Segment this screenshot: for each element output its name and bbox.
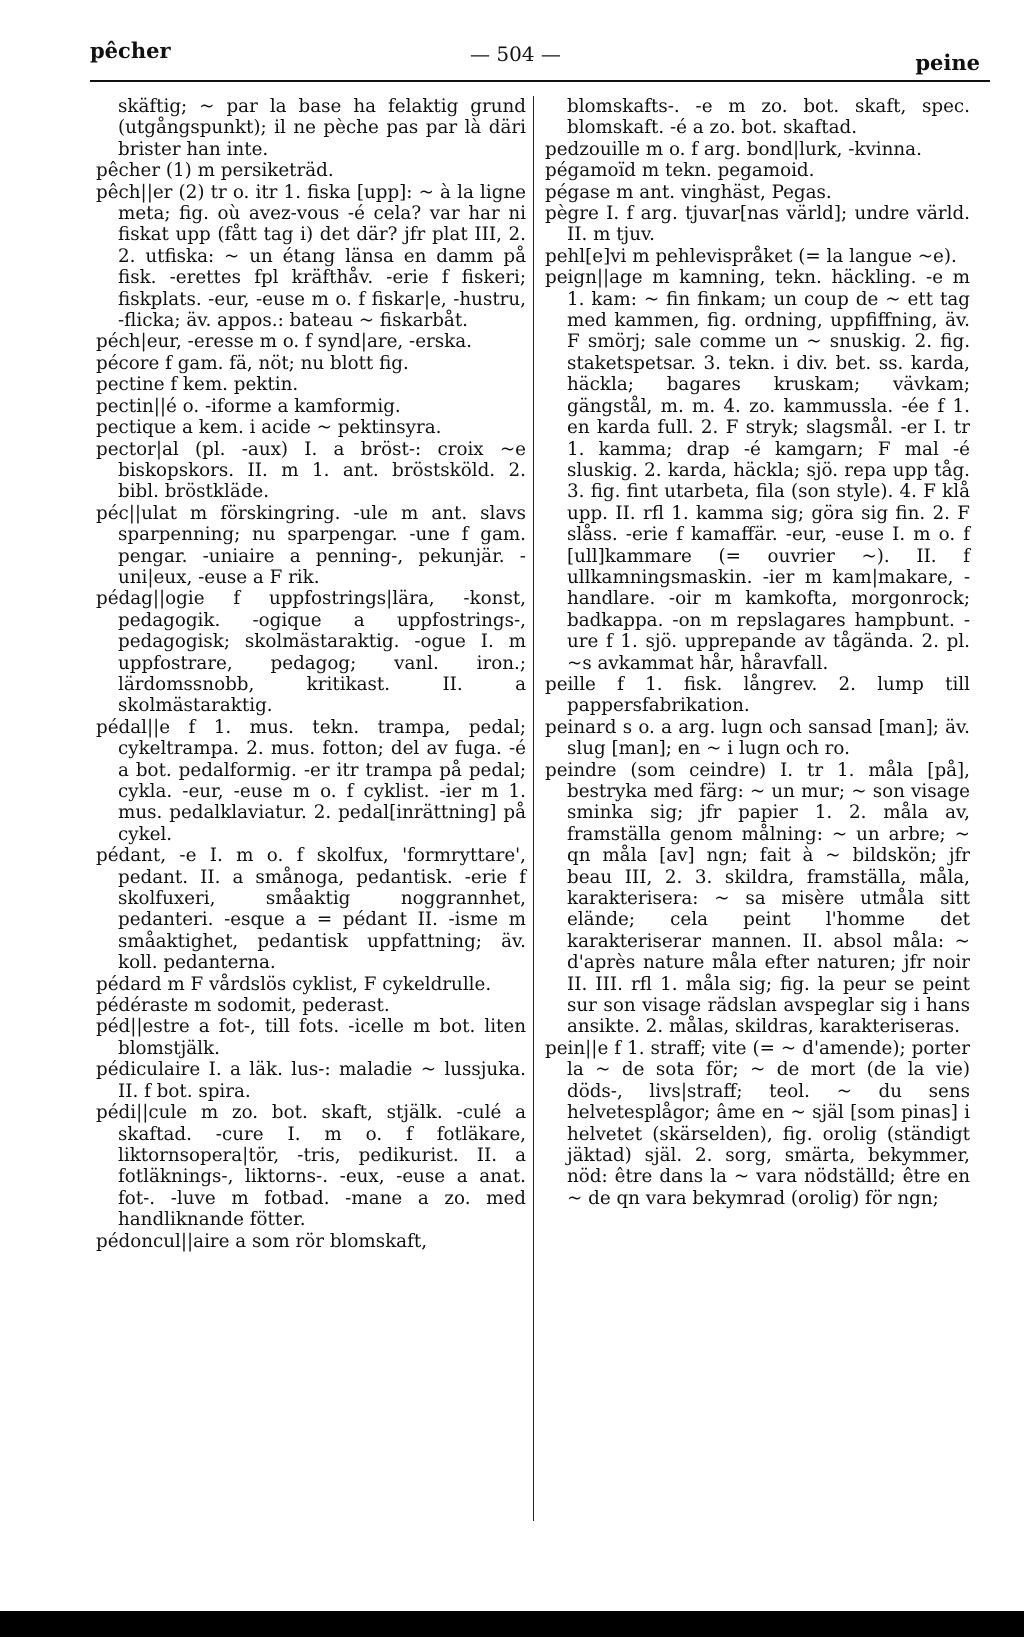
column-divider — [533, 96, 534, 1521]
dictionary-entry: pédi||cule m zo. bot. skaft, stjälk. -culé a skaftad. -cure I. m o. f fotläkare, liktornsopera|tör, -tris, pedikurist. II. a fotläknings-, liktorns-. -eux, -euse a anat. fot-. -luve m fotbad. -mane a zo. med handliknande fötter. — [96, 1102, 526, 1231]
dictionary-entry: pedzouille m o. f arg. bond|lurk, -kvinna. — [545, 138, 922, 160]
dictionary-entry: pédard m F vårdslös cyklist, F cykeldrulle. — [96, 973, 492, 995]
dictionary-entry: pectin||é o. -iforme a kamformig. — [96, 395, 401, 417]
dictionary-entry: pédiculaire I. a läk. lus-: maladie ~ lussjuka. II. f bot. spira. — [96, 1059, 526, 1102]
dictionary-entry: pédal||e f 1. mus. tekn. trampa, pedal; cykeltrampa. 2. mus. fotton; del av fuga. -é a bot. pedalformig. -er itr trampa på pedal; cykla. -eur, -euse m o. f cyklist. -ier m 1. mus. pedalklaviatur. 2. pedal[inrättning] på cykel. — [96, 716, 526, 845]
header-left-guide-word: pêcher — [90, 38, 171, 63]
dictionary-entry: peinard s o. a arg. lugn och sansad [man]; äv. slug [man]; en ~ i lugn och ro. — [545, 716, 970, 760]
header-rule — [90, 80, 990, 82]
dictionary-entry: pégase m ant. vinghäst, Pegas. — [545, 181, 832, 203]
dictionary-entry: pécore f gam. fä, nöt; nu blott fig. — [96, 352, 409, 374]
header-right-guide-word: peine — [915, 50, 980, 75]
dictionary-entry: péd||estre a fot-, till fots. -icelle m bot. liten blomstjälk. — [96, 1016, 526, 1059]
page-number: — 504 — — [470, 42, 561, 66]
dictionary-entry: pectique a kem. i acide ~ pektinsyra. — [96, 417, 442, 439]
scan-bottom-edge — [0, 1611, 1024, 1637]
dictionary-entry: pédéraste m sodomit, pederast. — [96, 995, 390, 1017]
dictionary-entry: pectine f kem. pektin. — [96, 374, 299, 396]
dictionary-entry: skäftig; ~ par la base ha felaktig grund (utgångspunkt); il ne pèche pas par là däri brister han inte. — [118, 96, 526, 160]
left-column — [96, 96, 526, 1252]
dictionary-entry: pêcher (1) m persiketräd. — [96, 160, 334, 182]
dictionary-entry: péc||ulat m förskingring. -ule m ant. slavs sparpenning; nu sparpengar. -une f gam. pengar. -uniaire a penning-, pekunjär. -uni|eux, -euse a F rik. — [96, 502, 526, 588]
dictionary-entry: peindre (som ceindre) I. tr 1. måla [på], bestryka med färg: ~ un mur; ~ son visage sminka sig; jfr papier 1. 2. måla av, framställa genom målning: ~ un arbre; ~ qn måla [av] ngn; fait à ~ bildskön; jfr beau III, 2. 3. skildra, framställa, måla, karakterisera: ~ sa misère utmåla sitt elände; cela peint l'homme det karakteriserar mannen. II. absol måla: ~ d'après nature måla efter naturen; jfr noir II. III. rfl 1. måla sig; fig. la peur se peint sur son visage rädslan avspeglar sig i hans ansikte. 2. målas, skildras, karakteriseras. — [545, 759, 970, 1038]
page-header — [90, 34, 980, 74]
dictionary-entry: pédant, -e I. m o. f skolfux, 'formryttare', pedant. II. a smånoga, pedantisk. -erie f skolfuxeri, småaktig noggrannhet, pedanteri. -esque a = pédant II. -isme m småaktighet, pedantisk uppfattning; äv. koll. pedanterna. — [96, 845, 526, 974]
dictionary-entry: pédoncul||aire a som rör blomskaft, — [96, 1230, 428, 1252]
dictionary-entry: blomskafts-. -e m zo. bot. skaft, spec. blomskaft. -é a zo. bot. skaftad. — [567, 96, 970, 139]
right-column — [545, 96, 970, 1209]
dictionary-entry: peille f 1. fisk. långrev. 2. lump till pappersfabrikation. — [545, 673, 970, 717]
dictionary-entry: pègre I. f arg. tjuvar[nas värld]; undre värld. II. m tjuv. — [545, 203, 970, 246]
dictionary-entry: pêch||er (2) tr o. itr 1. fiska [upp]: ~ à la ligne meta; fig. où avez-vous -é cela? var har ni fiskat upp (fått tag i) det där? jfr plat III, 2. 2. utfiska: ~ un étang länsa en damm på fisk. -erettes fpl kräfthåv. -erie f fiskeri; fiskplats. -eur, -euse m o. f fiskar|e, -hustru, -flicka; äv. appos.: bateau ~ fiskarbåt. — [96, 181, 526, 332]
dictionary-entry: peign||age m kamning, tekn. häckling. -e m 1. kam: ~ fin finkam; un coup de ~ ett tag med kammen, fig. ordning, uppfiffning, äv. F smörj; sale comme un ~ snuskig. 2. fig. staketspetsar. 3. tekn. i div. bet. ss. karda, häckla; bagares kruskam; vävkam; gängstål, m. m. 4. zo. kammussla. -ée f 1. en karda full. 2. F stryk; slagsmål. -er I. tr 1. kamma; drap -é kamgarn; F mal -é sluskig. 2. karda, häckla; sjö. repa upp tåg. 3. fig. fint utarbeta, fila (son style). 4. F klå upp. II. rfl 1. kamma sig; göra sig fin. 2. F slåss. -erie f kamaffär. -eur, -euse I. m o. f [ull]kammare (= ouvrier ~). II. f ullkamningsmaskin. -ier m kam|makare, -handlare. -oir m kamkofta, morgonrock; badkappa. -on m repslagares hampbunt. -ure f 1. sjö. upprepande av tågända. 2. pl. ~s avkammat hår, håravfall. — [545, 267, 970, 674]
dictionary-entry: pein||e f 1. straff; vite (= ~ d'amende); porter la ~ de sota för; ~ de mort (de la vie) döds-, livs|straff; teol. ~ du sens helvetesplågor; âme en ~ själ [som pinas] i helvetet (skärselden), fig. orolig (ständigt jäktad) själ. 2. sorg, smärta, bekymmer, nöd: être dans la ~ vara nödställd; être en ~ de qn vara bekymrad (orolig) för ngn; — [545, 1037, 970, 1209]
dictionary-entry: pehl[e]vi m pehlevispråket (= la langue ~e). — [545, 245, 957, 267]
dictionary-entry: pédag||ogie f uppfostrings|lära, -konst, pedagogik. -ogique a uppfostrings-, pedagogisk; skolmästaraktig. -ogue I. m uppfostrare, pedagog; vanl. iron.; lärdomssnobb, kritikast. II. a skolmästaraktig. — [96, 588, 526, 717]
dictionary-entry: pégamoïd m tekn. pegamoid. — [545, 160, 815, 182]
dictionary-entry: péch|eur, -eresse m o. f synd|are, -erska. — [96, 331, 472, 353]
dictionary-entry: pector|al (pl. -aux) I. a bröst-: croix ~e biskopskors. II. m 1. ant. bröstsköld. 2. bibl. bröstkläde. — [96, 438, 526, 503]
